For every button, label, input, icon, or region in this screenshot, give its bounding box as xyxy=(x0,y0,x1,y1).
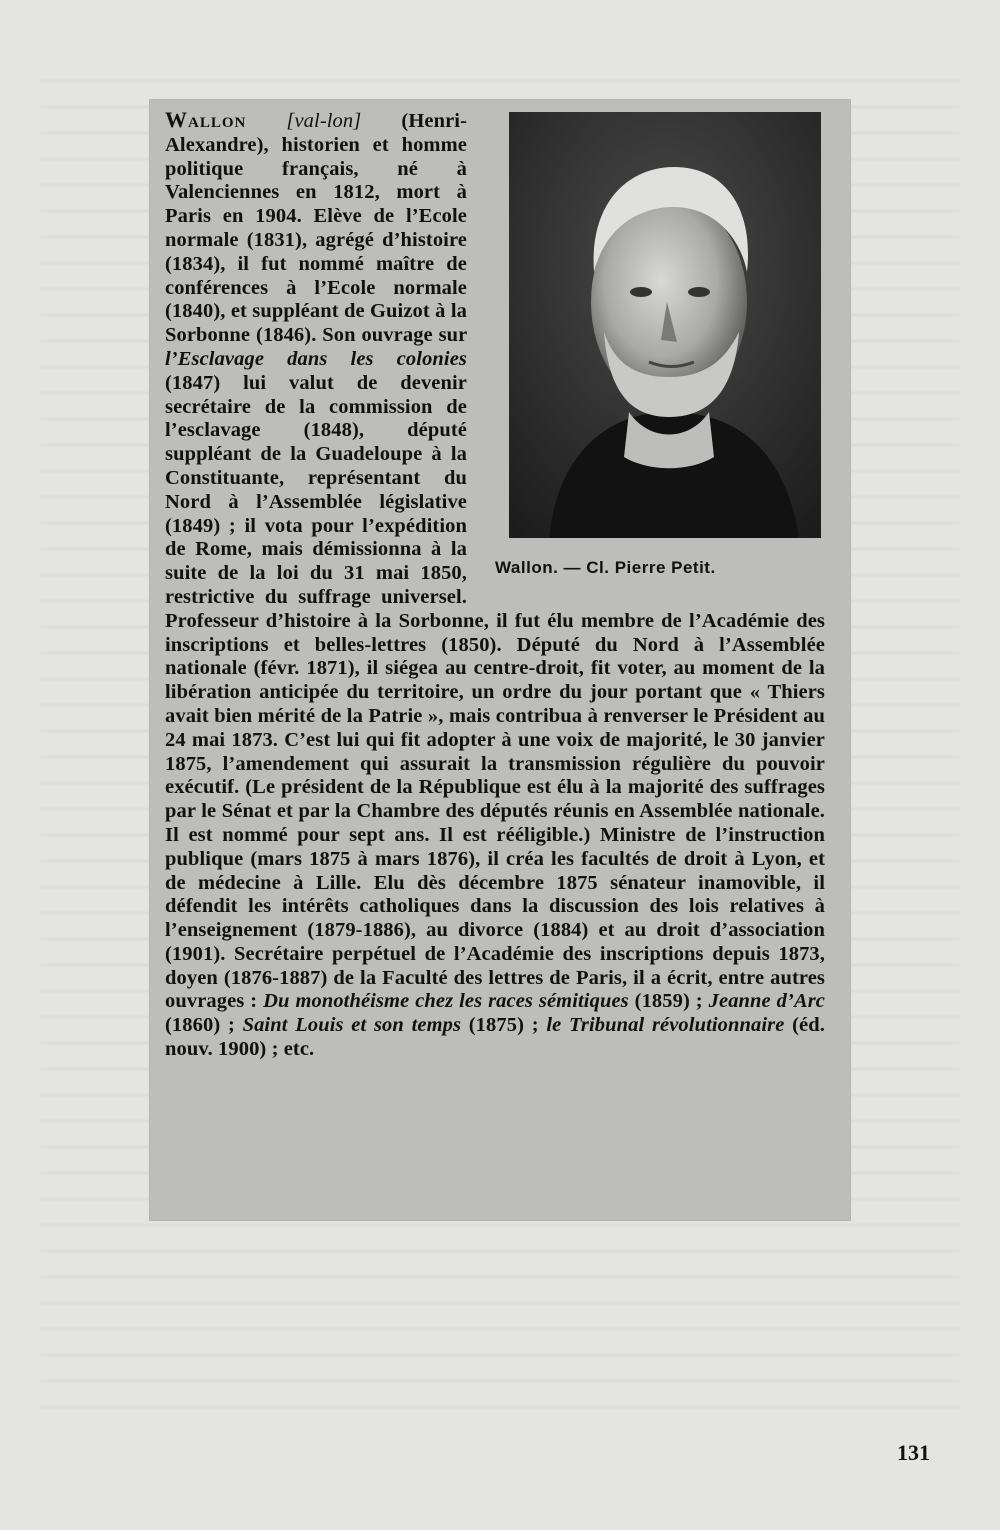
work-title-1: l’Esclavage dans les colonies xyxy=(165,347,467,370)
headword: Wallon xyxy=(165,107,247,132)
portrait-figure xyxy=(485,112,825,592)
entry-text-3: (1859) ; xyxy=(628,990,709,1013)
work-title-5: le Tribunal révolutionnaire xyxy=(546,1014,785,1037)
portrait-image xyxy=(509,112,821,538)
work-title-4: Saint Louis et son temps xyxy=(242,1014,462,1037)
portrait-photo xyxy=(509,112,821,538)
work-title-2: Du monothéisme chez les races sémitiques xyxy=(263,990,629,1013)
entry-text-6: (éd. nouv. 1900) ; etc. xyxy=(165,1014,825,1061)
portrait-caption: Wallon. — Cl. Pierre Petit. xyxy=(495,558,716,577)
pronunciation: [val-lon] xyxy=(286,110,362,132)
entry-text-1: (Henri-Alexandre), historien et homme politique français, né à Valenciennes en 1812, mort à Paris en 1904. Elève de l’Ecole normale (1831), agrégé d’histoire (1834), il fut nommé maître de conférences à l’Ecole normale (1840), et suppléant de Guizot à la Sorbonne (1846). Son ouvrage sur xyxy=(165,110,467,347)
dictionary-entry xyxy=(165,108,825,1062)
work-title-3: Jeanne d’Arc xyxy=(708,990,825,1013)
page-number: 131 xyxy=(897,1440,930,1465)
entry-text-2: (1847) lui valut de devenir secrétaire de la commission de l’esclavage (1848), député suppléant de la Guadeloupe à la Constituante, représentant du Nord à l’Assemblée législative (1849) ; il vota pour l’expédition de Rome, mais démissionna à la suite de la loi du 31 mai 1850, restrictive du suffrage universel. Professeur d’histoire à la Sorbonne, il fut élu membre de l’Académie des inscriptions et belles-lettres (1850). Député du Nord à l’Assemblée nationale (févr. 1871), il siégea au centre-droit, fit voter, au moment de la libération anticipée du territoire, un ordre du jour portant que « Thiers avait bien mérité de la Patrie », mais contribua à renverser le Président au 24 mai 1873. C’est lui qui fit adopter à une voix de majorité, le 30 janvier 1875, l’amendement qui assurait la transmission régulière du pouvoir exécutif. (Le président de la République est élu à la majorité des suffrages par le Sénat et par la Chambre des députés réunis en Assemblée nationale. Il est nommé pour sept ans. Il est rééligible.) Ministre de l’instruction publique (mars 1875 à mars 1876), il créa les facultés de droit à Lyon, et de médecine à Lille. Elu dès décembre 1875 sénateur inamovible, il défendit les intérêts catholiques dans la discussion des lois relatives à l’enseignement (1879-1886), au divorce (1884) et au droit d’association (1901). Secrétaire perpétuel de l’Académie des inscriptions depuis 1873, doyen (1876-1887) de la Faculté des lettres de Paris, il a écrit, entre autres ouvrages : xyxy=(165,371,825,1013)
entry-text-4: (1860) ; xyxy=(165,1014,243,1037)
entry-text-5: (1875) ; xyxy=(461,1014,547,1037)
